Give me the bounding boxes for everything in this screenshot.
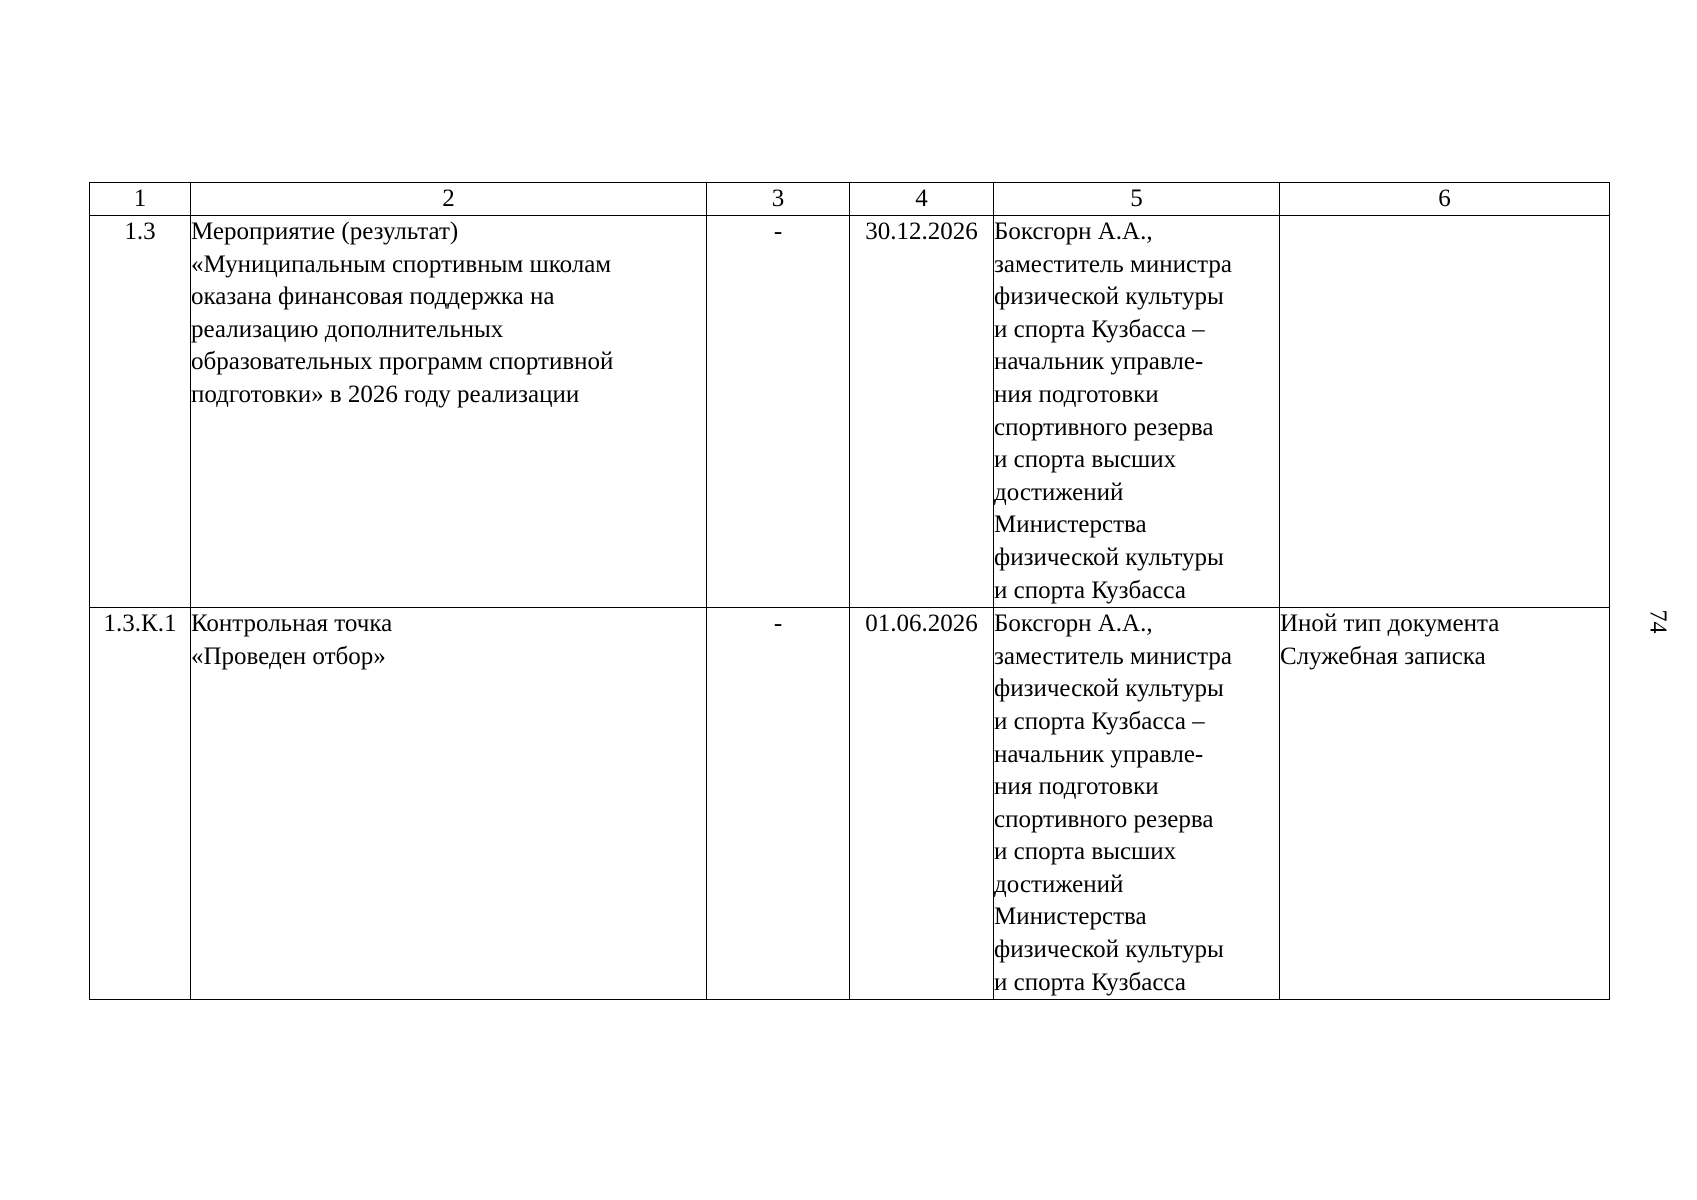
responsible-line: достижений — [994, 478, 1124, 506]
table-row — [90, 608, 1610, 1000]
row-number: 1.3.К.1 — [90, 608, 191, 1000]
row-col3: - — [707, 216, 850, 608]
responsible-line: и спорта Кузбасса — [994, 968, 1186, 996]
row-date: 01.06.2026 — [850, 608, 994, 1000]
description-line: «Муниципальным спортивным школам — [191, 250, 612, 278]
description-line: «Проведен отбор» — [191, 642, 386, 670]
description-line: Контрольная точка — [191, 610, 393, 638]
responsible-line: Министерства — [994, 511, 1147, 539]
responsible-line: физической культуры — [994, 283, 1224, 311]
document-line: Иной тип документа — [1280, 610, 1500, 638]
plan-table — [89, 182, 1610, 1000]
responsible-line: Министерства — [994, 903, 1147, 931]
responsible-line: достижений — [994, 870, 1124, 898]
responsible-line: ния подготовки — [994, 773, 1159, 801]
responsible-line: физической культуры — [994, 543, 1224, 571]
description-line: образовательных программ спортивной — [191, 348, 614, 376]
responsible-line: и спорта Кузбасса — [994, 576, 1186, 604]
description-line: Мероприятие (результат) — [191, 218, 459, 245]
responsible-line: спортивного резерва — [994, 413, 1214, 441]
responsible-line: заместитель министра — [994, 250, 1232, 278]
description-line: оказана финансовая поддержка на — [191, 283, 555, 311]
table-row — [90, 216, 1610, 608]
responsible-line: и спорта Кузбасса – — [994, 707, 1205, 735]
responsible-line: и спорта Кузбасса – — [994, 315, 1205, 343]
column-header-3: 3 — [707, 183, 850, 216]
responsible-line: и спорта высших — [994, 446, 1177, 474]
column-header-1: 1 — [90, 183, 191, 216]
responsible-line: физической культуры — [994, 936, 1224, 964]
responsible-line: Боксгорн А.А., — [994, 218, 1153, 245]
responsible-line: и спорта высших — [994, 838, 1177, 866]
row-responsible — [994, 608, 1280, 1000]
row-description — [191, 216, 707, 608]
responsible-line: начальник управле- — [994, 740, 1204, 768]
column-header-5: 5 — [994, 183, 1280, 216]
column-header-2: 2 — [191, 183, 707, 216]
column-header-4: 4 — [850, 183, 994, 216]
row-document — [1280, 216, 1610, 608]
page-number: 74 — [1644, 609, 1671, 634]
responsible-line: физической культуры — [994, 675, 1224, 703]
column-header-6: 6 — [1280, 183, 1610, 216]
responsible-line: спортивного резерва — [994, 805, 1214, 833]
row-responsible — [994, 216, 1280, 608]
row-col3: - — [707, 608, 850, 1000]
responsible-line: Боксгорн А.А., — [994, 610, 1153, 638]
table-header-row — [90, 183, 1610, 216]
responsible-line: заместитель министра — [994, 642, 1232, 670]
row-document — [1280, 608, 1610, 1000]
row-date: 30.12.2026 — [850, 216, 994, 608]
description-line: реализацию дополнительных — [191, 315, 504, 343]
document-line: Служебная записка — [1280, 642, 1486, 670]
responsible-line: ния подготовки — [994, 380, 1159, 408]
responsible-line: начальник управле- — [994, 348, 1204, 376]
description-line: подготовки» в 2026 году реализации — [191, 380, 580, 408]
row-description — [191, 608, 707, 1000]
row-number: 1.3 — [90, 216, 191, 608]
